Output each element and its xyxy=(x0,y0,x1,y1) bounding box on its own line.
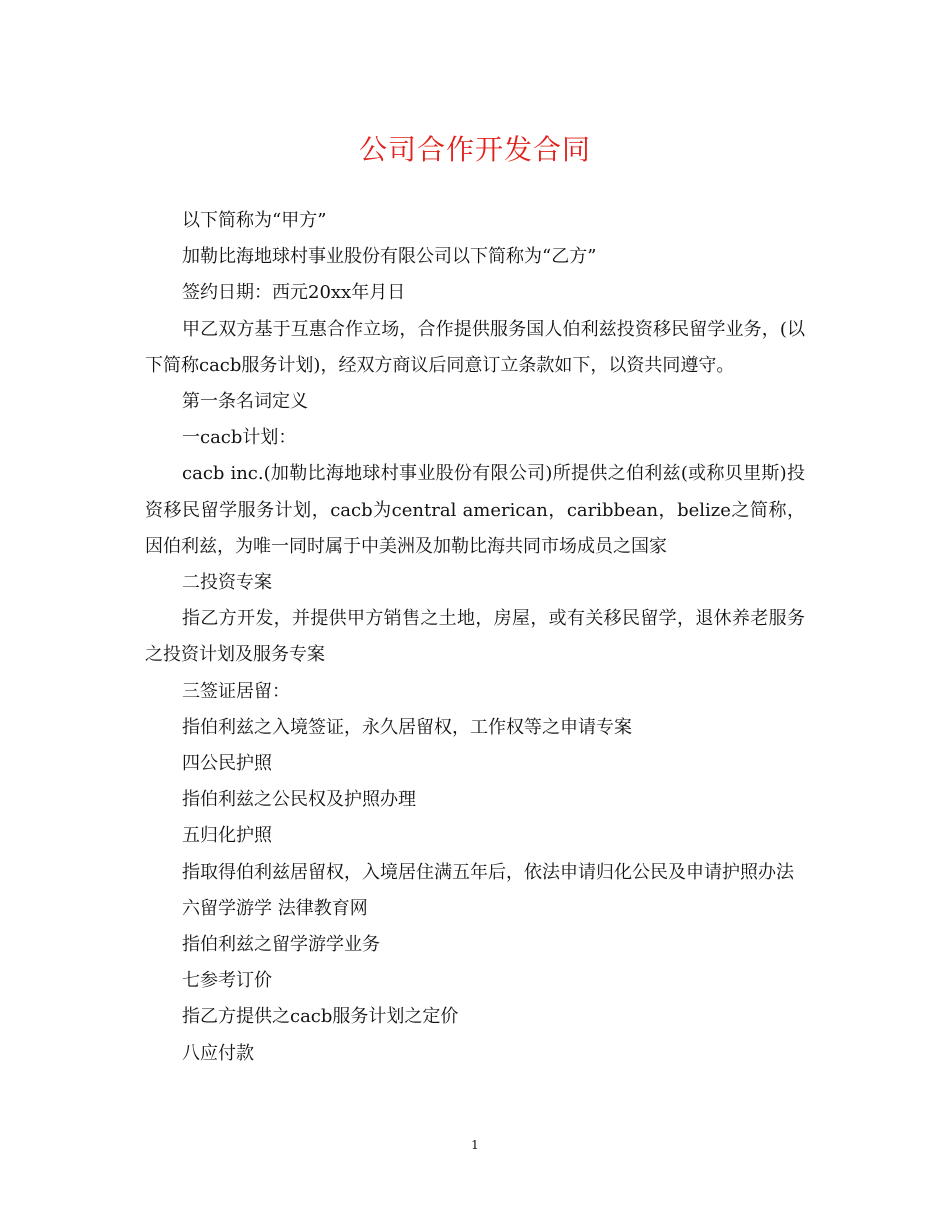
document-body xyxy=(145,203,805,1072)
paragraph: 指伯利兹之留学游学业务 xyxy=(182,934,380,956)
paragraph: 甲乙双方基于互惠合作立场，合作提供服务国人伯利兹投资移民留学业务，(以下简称cacb服务计划)，经双方商议后同意订立条款如下，以资共同遵守。 xyxy=(145,318,805,376)
paragraph: 以下简称为“甲方” xyxy=(182,210,327,231)
paragraph: 四公民护照 xyxy=(182,753,272,775)
paragraph: 第一条名词定义 xyxy=(182,391,308,413)
paragraph: 指伯利兹之公民权及护照办理 xyxy=(182,789,416,811)
page-number: 1 xyxy=(471,1138,479,1152)
paragraph: 八应付款 xyxy=(182,1042,254,1064)
paragraph: cacb inc.(加勒比海地球村事业股份有限公司)所提供之伯利兹(或称贝里斯)投资移民留学服务计划，cacb为central american，caribbean，belize之简称，因伯利兹，为唯一同时属于中美洲及加勒比海共同市场成员之国家 xyxy=(145,463,805,557)
paragraph: 五归化护照 xyxy=(182,825,272,847)
paragraph: 指乙方提供之cacb服务计划之定价 xyxy=(182,1006,459,1028)
document-title: 公司合作开发合同 xyxy=(358,133,591,166)
paragraph: 指伯利兹之入境签证，永久居留权，工作权等之申请专案 xyxy=(182,716,632,738)
paragraph: 三签证居留： xyxy=(182,680,290,702)
paragraph: 指取得伯利兹居留权，入境居住满五年后，依法申请归化公民及申请护照办法 xyxy=(182,861,794,883)
paragraph: 加勒比海地球村事业股份有限公司以下简称为“乙方” xyxy=(182,246,597,268)
paragraph: 签约日期：西元20xx年月日 xyxy=(182,282,406,304)
paragraph: 指乙方开发，并提供甲方销售之土地，房屋，或有关移民留学，退休养老服务之投资计划及服务专案 xyxy=(145,608,805,666)
paragraph: 七参考订价 xyxy=(182,970,272,992)
paragraph: 一cacb计划： xyxy=(182,427,297,449)
paragraph: 六留学游学 法律教育网 xyxy=(182,897,368,919)
paragraph: 二投资专案 xyxy=(182,572,272,594)
